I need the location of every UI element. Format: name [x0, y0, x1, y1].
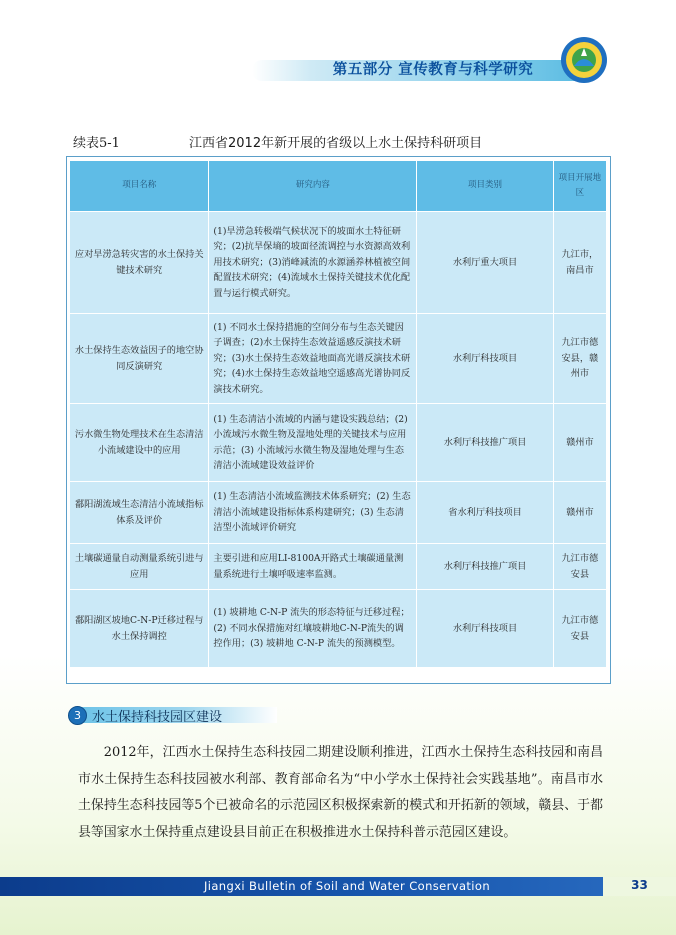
project-type: 省水利厅科技项目 — [417, 482, 553, 544]
table-row — [70, 590, 607, 668]
header-research-content: 研究内容 — [209, 161, 417, 212]
project-area: 九江市，南昌市 — [553, 212, 606, 314]
project-type: 水利厅科技推广项目 — [417, 404, 553, 482]
body-paragraph: 2012年，江西水土保持生态科技园二期建设顺利推进，江西水土保持生态科技园和南昌市水土保持生态科技园被水利部、教育部命名为“中小学水土保持社会实践基地”。南昌市水土保持生态科技园等5个已被命名的示范园区积极探索新的模式和开拓新的领域，赣县、于都县等国家水土保持重点建设县目前正在积极推进水土保持科普示范园区建设。 — [78, 745, 603, 840]
project-name: 水土保持生态效益因子的地空协同反演研究 — [70, 314, 209, 404]
subsection-number-badge: 3 — [68, 706, 87, 725]
project-area: 九江市德安县 — [553, 590, 606, 668]
table-caption-title: 江西省2012年新开展的省级以上水土保持科研项目 — [189, 136, 483, 151]
research-content: (1) 坡耕地 C-N-P 流失的形态特征与迁移过程；(2) 不同水保措施对红壤坡耕地C-N-P流失的调控作用；(3) 坡耕地 C-N-P 流失的预测模型。 — [209, 590, 417, 668]
research-content: (1) 生态清洁小流域监测技术体系研究；(2) 生态清洁小流域建设指标体系构建研究；(3) 生态清洁型小流域评价研究 — [209, 482, 417, 544]
footer-journal-title: Jiangxi Bulletin of Soil and Water Conservation — [203, 879, 491, 893]
project-type: 水利厅科技项目 — [417, 590, 553, 668]
project-name: 鄱阳湖区坡地C-N-P迁移过程与水土保持调控 — [70, 590, 209, 668]
project-type: 水利厅科技项目 — [417, 314, 553, 404]
project-area: 九江市德安县，赣州市 — [553, 314, 606, 404]
project-name: 土壤碳通量自动测量系统引进与应用 — [70, 544, 209, 590]
header-project-name: 项目名称 — [70, 161, 209, 212]
project-name: 应对旱涝急转灾害的水土保持关键技术研究 — [70, 212, 209, 314]
project-type: 水利厅重大项目 — [417, 212, 553, 314]
table-caption-number: 续表5-1 — [73, 136, 120, 151]
research-content: 主要引进和应用LI-8100A开路式土壤碳通量测量系统进行土壤呼吸速率监测。 — [209, 544, 417, 590]
subsection-title: 水土保持科技园区建设 — [92, 710, 223, 725]
project-type: 水利厅科技推广项目 — [417, 544, 553, 590]
research-content: (1)旱涝急转极端气候状况下的坡面水土特征研究；(2)抗旱保墒的坡面径流调控与水资源高效利用技术研究；(3)消峰减流的水源涵养林植被空间配置技术研究；(4)流域水土保持关键技术优化配置与运行模式研究。 — [209, 212, 417, 314]
table-row — [70, 314, 607, 404]
section-title: 第五部分 宣传教育与科学研究 — [332, 62, 534, 78]
table-header-row — [70, 161, 607, 212]
table-row — [70, 212, 607, 314]
table-row — [70, 482, 607, 544]
project-area: 赣州市 — [553, 482, 606, 544]
soil-water-conservation-emblem-icon — [560, 36, 608, 84]
header-project-type: 项目类别 — [417, 161, 553, 212]
project-area: 九江市德安县 — [553, 544, 606, 590]
table-row — [70, 544, 607, 590]
project-name: 污水微生物处理技术在生态清洁小流域建设中的应用 — [70, 404, 209, 482]
header-project-area: 项目开展地区 — [553, 161, 606, 212]
research-content: (1) 不同水土保持措施的空间分布与生态关键因子调查；(2)水土保持生态效益遥感反演技术研究；(3)水土保持生态效益地面高光谱反演技术研究；(4)水土保持生态效益地空遥感高光谱协同反演技术研究。 — [209, 314, 417, 404]
research-content: (1) 生态清洁小流域的内涵与建设实践总结；(2) 小流域污水微生物及湿地处理的关键技术与应用示范；(3) 小流域污水微生物及湿地处理与生态清洁小流域建设效益评价 — [209, 404, 417, 482]
subsection-heading — [68, 705, 288, 725]
page-number: 33 — [631, 878, 648, 892]
table-row — [70, 404, 607, 482]
project-area: 赣州市 — [553, 404, 606, 482]
research-projects-table — [69, 160, 607, 668]
project-name: 鄱阳湖流域生态清洁小流域指标体系及评价 — [70, 482, 209, 544]
